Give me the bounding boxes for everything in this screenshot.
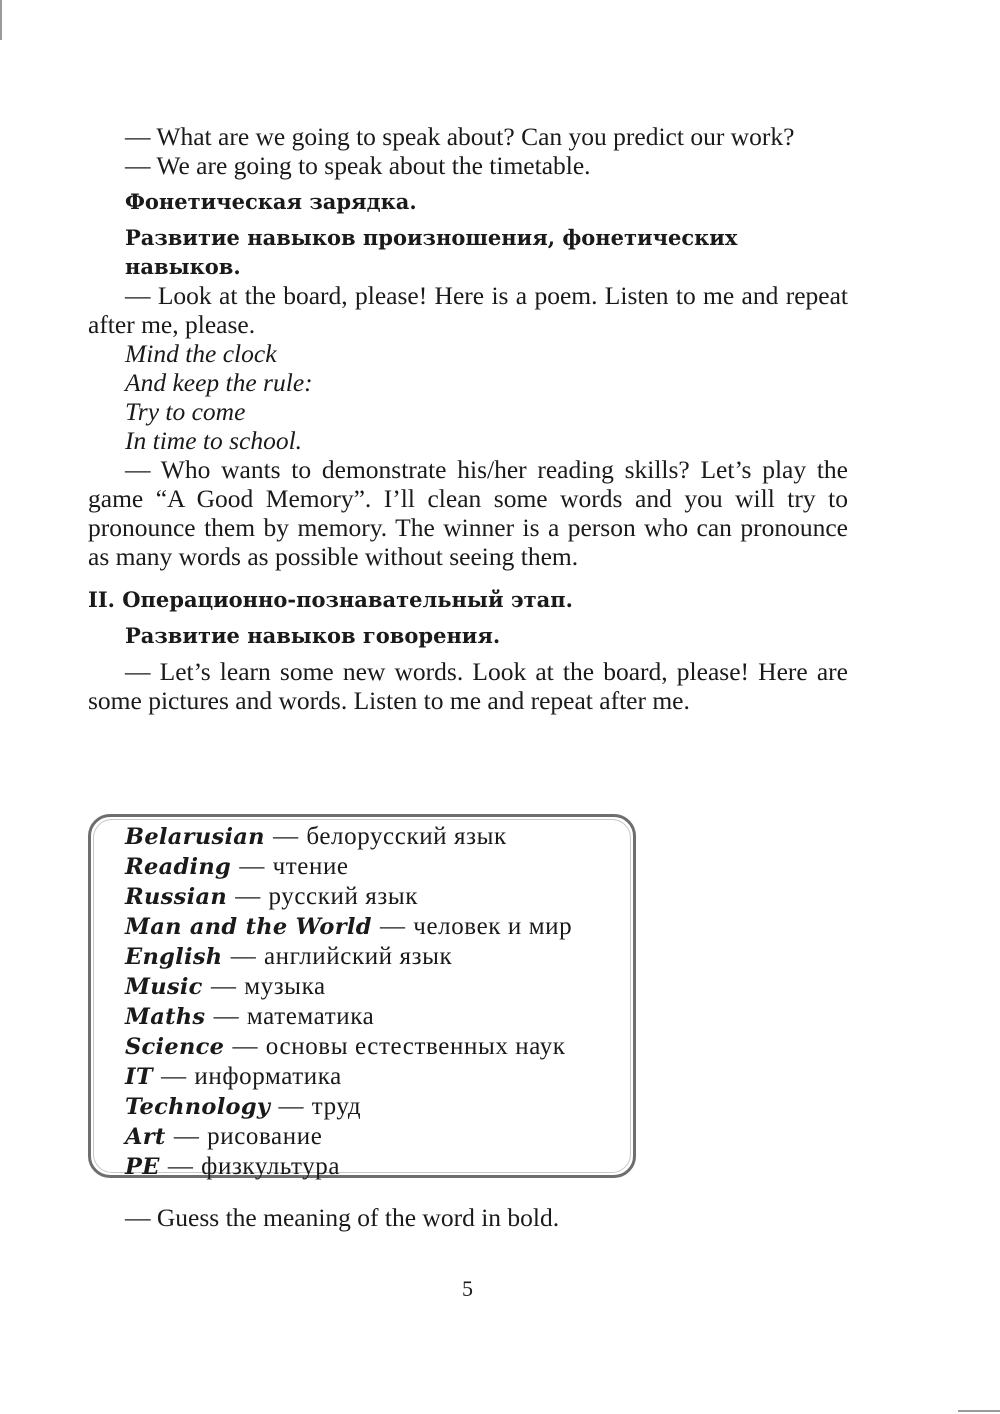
vocabulary-term: Russian [125, 884, 227, 910]
phonetic-heading: Фонетическая зарядка. [125, 189, 417, 214]
poem-line: Mind the clock [125, 339, 277, 368]
vocabulary-item [125, 1122, 625, 1152]
poem [88, 339, 848, 455]
vocabulary-translation: английский язык [263, 943, 453, 970]
vocabulary-translation: информатика [194, 1063, 342, 1090]
poem-line: In time to school. [125, 426, 303, 455]
vocabulary-item [125, 1032, 625, 1062]
vocabulary-separator: — [230, 943, 256, 970]
operational-subheading: Развитие навыков говорения. [125, 623, 501, 648]
poem-line: And keep the rule: [125, 368, 313, 397]
page-number: 5 [462, 1276, 473, 1301]
game-instruction: — Who wants to demonstrate his/her reading skills? Let’s play the game “A Good Memory”. I’ll clean some words and you will try to pronounce them by memory. The winner is a person who can pronounce as many words as possible without seeing them. [88, 455, 848, 571]
crop-mark-top-left [0, 0, 2, 40]
dialogue-question: — What are we going to speak about? Can you predict our work? [125, 122, 795, 151]
vocabulary-term: Art [125, 1124, 166, 1150]
vocabulary-item [125, 1062, 625, 1092]
vocabulary-separator: — [235, 883, 261, 910]
vocabulary-item [125, 852, 625, 882]
vocabulary-term: Man and the World [125, 914, 372, 940]
vocabulary-translation: основы естественных наук [265, 1033, 566, 1060]
vocabulary-translation: рисование [207, 1123, 323, 1150]
vocabulary-translation: математика [246, 1003, 375, 1030]
dialogue-answer: — We are going to speak about the timetable. [125, 151, 591, 180]
vocabulary-term: Science [125, 1034, 225, 1060]
vocabulary-item [125, 1002, 625, 1032]
vocabulary-list [125, 822, 625, 1182]
vocabulary-item [125, 1092, 625, 1122]
vocabulary-separator: — [167, 1153, 193, 1180]
vocabulary-term: PE [125, 1154, 160, 1180]
closing-instruction: — Guess the meaning of the word in bold. [125, 1203, 560, 1232]
vocabulary-translation: музыка [244, 973, 326, 1000]
vocabulary-separator: — [213, 1003, 239, 1030]
poem-instruction: — Look at the board, please! Here is a poem. Listen to me and repeat after me, please. [88, 281, 848, 339]
vocabulary-item [125, 1152, 625, 1182]
vocabulary-separator: — [380, 913, 406, 940]
operational-heading: II. Операционно-познавательный этап. [88, 587, 573, 612]
vocabulary-translation: физкультура [201, 1153, 341, 1180]
vocabulary-item [125, 972, 625, 1002]
crop-mark-bottom-right [958, 1410, 1000, 1412]
vocabulary-separator: — [210, 973, 236, 1000]
vocabulary-translation: человек и мир [413, 913, 573, 940]
vocabulary-term: Belarusian [125, 824, 265, 850]
vocabulary-translation: труд [311, 1093, 362, 1120]
vocabulary-term: Maths [125, 1004, 206, 1030]
vocabulary-translation: русский язык [268, 883, 419, 910]
vocabulary-separator: — [161, 1063, 187, 1090]
vocabulary-term: Music [125, 974, 203, 1000]
vocabulary-term: IT [125, 1064, 153, 1090]
vocabulary-separator: — [273, 823, 299, 850]
vocabulary-item [125, 822, 625, 852]
phonetic-subheading: Развитие навыков произношения, фонетических навыков. [125, 225, 738, 279]
vocabulary-separator: — [232, 1033, 258, 1060]
vocabulary-item [125, 942, 625, 972]
vocabulary-translation: чтение [272, 853, 349, 880]
vocabulary-separator: — [239, 853, 265, 880]
vocabulary-term: Technology [125, 1094, 271, 1120]
vocabulary-separator: — [278, 1093, 304, 1120]
vocabulary-item [125, 912, 625, 942]
vocabulary-term: Reading [125, 854, 232, 880]
vocabulary-instruction: — Let’s learn some new words. Look at the board, please! Here are some pictures and words. Listen to me and repeat after me. [88, 657, 848, 715]
vocabulary-term: English [125, 944, 223, 970]
vocabulary-item [125, 882, 625, 912]
vocabulary-separator: — [173, 1123, 199, 1150]
page-body [88, 122, 848, 715]
vocabulary-translation: белорусский язык [306, 823, 507, 850]
poem-line: Try to come [125, 397, 246, 426]
